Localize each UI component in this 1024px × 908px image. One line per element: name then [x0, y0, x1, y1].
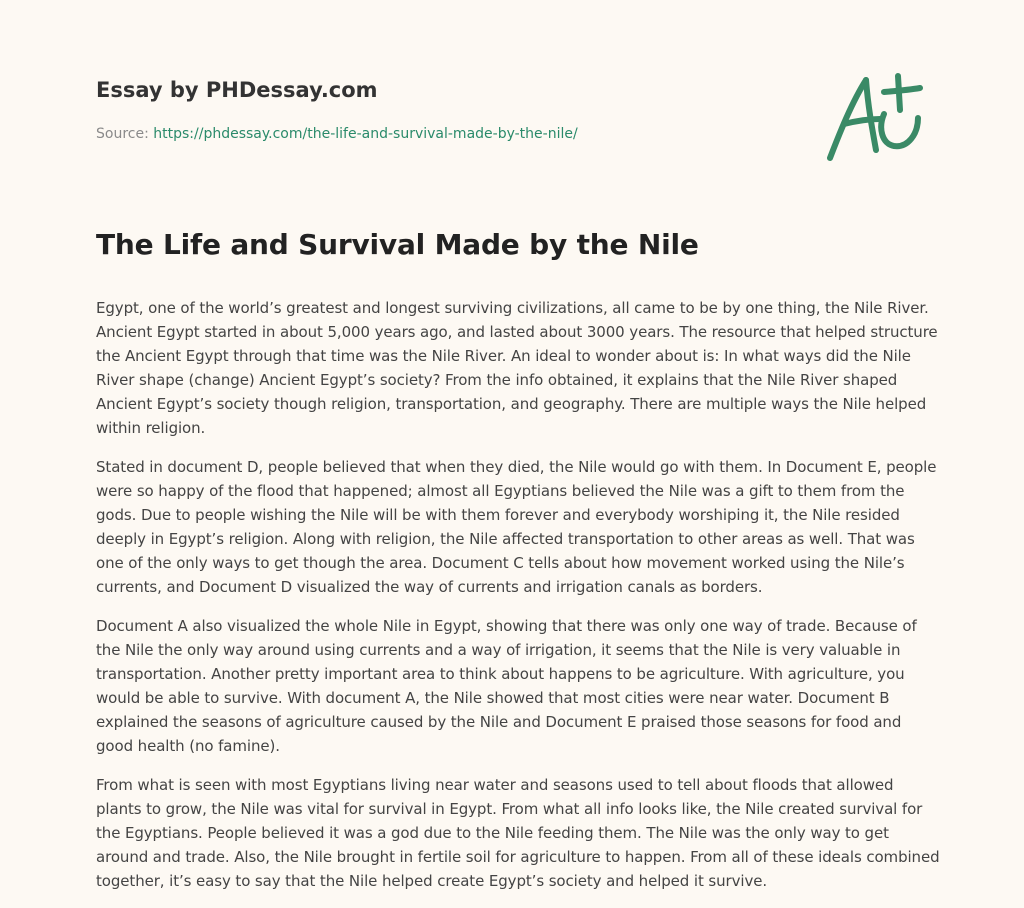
essay-paragraph: Document A also visualized the whole Nile in Egypt, showing that there was only one way of trade. Because of the Nile the only way around using currents and a way of irrigation, it seems that the Nile is very valuable in transportation. Another pretty important area to think about happens to be agriculture. With agriculture, you would be able to survive. With document A, the Nile showed that most cities were near water. Document B explained the seasons of agriculture caused by the Nile and Document E praised those seasons for food and good health (no famine). [96, 617, 917, 755]
essay-body [96, 296, 942, 908]
essay-paragraph: Egypt, one of the world’s greatest and longest surviving civilizations, all came to be by one thing, the Nile River. Ancient Egypt started in about 5,000 years ago, and lasted about 3000 years. The resource that helped structure the Ancient Egypt through that time was the Nile River. An ideal to wonder about is: In what ways did the Nile River shape (change) Ancient Egypt’s society? From the info obtained, it explains that the Nile River shaped Ancient Egypt’s society though religion, transportation, and geography. There are multiple ways the Nile helped within religion. [96, 299, 938, 437]
source-label: Source: [96, 126, 154, 142]
a-plus-grade-icon [822, 66, 930, 166]
site-title: Essay by PHDessay.com [96, 78, 378, 102]
essay-paragraph: From what is seen with most Egyptians living near water and seasons used to tell about floods that allowed plants to grow, the Nile was vital for survival in Egypt. From what all info looks like, the Nile created survival for the Egyptians. People believed it was a god due to the Nile feeding them. The Nile was the only way to get around and trade. Also, the Nile brought in fertile soil for agriculture to happen. From all of these ideals combined together, it’s easy to say that the Nile helped create Egypt’s society and helped it survive. [96, 776, 940, 890]
essay-paragraph: Stated in document D, people believed that when they died, the Nile would go with them. In Document E, people were so happy of the flood that happened; almost all Egyptians believed the Nile was a gift to them from the gods. Due to people wishing the Nile will be with them forever and everybody worshiping it, the Nile resided deeply in Egypt’s religion. Along with religion, the Nile affected transportation to other areas as well. That was one of the only ways to get though the area. Document C tells about how movement worked using the Nile’s currents, and Document D visualized the way of currents and irrigation canals as borders. [96, 458, 937, 596]
essay-title: The Life and Survival Made by the Nile [96, 228, 699, 261]
source-line [96, 124, 796, 144]
header [96, 76, 796, 144]
source-link[interactable]: https://phdessay.com/the-life-and-survival-made-by-the-nile/ [153, 126, 578, 142]
